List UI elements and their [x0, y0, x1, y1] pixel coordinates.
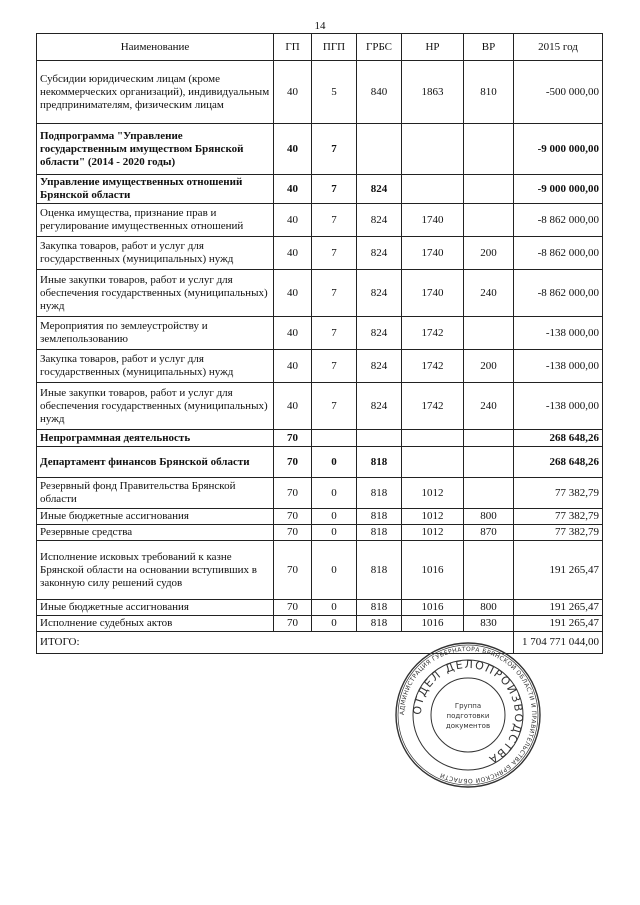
row-amount: -9 000 000,00 — [514, 124, 603, 175]
row-amount: -138 000,00 — [514, 350, 603, 383]
row-pgp: 7 — [312, 204, 357, 237]
row-vr: 240 — [464, 270, 514, 317]
row-vr: 810 — [464, 61, 514, 124]
row-nr: 1012 — [402, 525, 464, 541]
row-name: Резервный фонд Правительства Брянской области — [37, 478, 274, 509]
row-amount: -8 862 000,00 — [514, 270, 603, 317]
row-nr: 1016 — [402, 600, 464, 616]
row-vr: 800 — [464, 600, 514, 616]
stamp-inner-text: ОТДЕЛ ДЕЛОПРОИЗВОДСТВА — [410, 657, 526, 767]
col-header-nr: НР — [402, 34, 464, 61]
row-amount: -9 000 000,00 — [514, 175, 603, 204]
row-gp: 70 — [274, 509, 312, 525]
row-nr — [402, 124, 464, 175]
row-vr — [464, 317, 514, 350]
row-pgp: 0 — [312, 478, 357, 509]
row-gp: 40 — [274, 204, 312, 237]
row-gp: 40 — [274, 61, 312, 124]
row-grbs: 818 — [357, 447, 402, 478]
row-gp: 40 — [274, 270, 312, 317]
row-nr: 1016 — [402, 616, 464, 632]
table-header-row — [37, 34, 603, 61]
col-header-pgp: ПГП — [312, 34, 357, 61]
row-grbs: 824 — [357, 383, 402, 430]
row-nr: 1740 — [402, 270, 464, 317]
row-pgp: 7 — [312, 124, 357, 175]
row-name: Мероприятия по землеустройству и землепользованию — [37, 317, 274, 350]
table-row — [37, 175, 603, 204]
row-name: Иные закупки товаров, работ и услуг для обеспечения государственных (муниципальных) нужд — [37, 270, 274, 317]
row-amount: 191 265,47 — [514, 600, 603, 616]
col-header-vr: ВР — [464, 34, 514, 61]
row-nr: 1863 — [402, 61, 464, 124]
row-amount: -138 000,00 — [514, 317, 603, 350]
row-nr: 1016 — [402, 541, 464, 600]
row-amount: 191 265,47 — [514, 616, 603, 632]
row-amount: -500 000,00 — [514, 61, 603, 124]
row-pgp: 0 — [312, 541, 357, 600]
row-vr: 240 — [464, 383, 514, 430]
row-vr — [464, 124, 514, 175]
row-grbs: 818 — [357, 525, 402, 541]
row-gp: 70 — [274, 616, 312, 632]
row-nr: 1740 — [402, 237, 464, 270]
row-name: Подпрограмма "Управление государственным имуществом Брянской области" (2014 - 2020 годы) — [37, 124, 274, 175]
table-row — [37, 509, 603, 525]
row-pgp: 0 — [312, 447, 357, 478]
table-row — [37, 616, 603, 632]
row-name: Закупка товаров, работ и услуг для государственных (муниципальных) нужд — [37, 237, 274, 270]
row-amount: 268 648,26 — [514, 430, 603, 447]
row-pgp — [312, 430, 357, 447]
row-nr — [402, 430, 464, 447]
stamp-outer-text: АДМИНИСТРАЦИЯ ГУБЕРНАТОРА БРЯНСКОЙ ОБЛАСТИ И ПРАВИТЕЛЬСТВА БРЯНСКОЙ ОБЛАСТИ — [398, 645, 538, 785]
row-name: Иные бюджетные ассигнования — [37, 600, 274, 616]
row-grbs: 818 — [357, 541, 402, 600]
row-nr: 1742 — [402, 350, 464, 383]
row-name: Непрограммная деятельность — [37, 430, 274, 447]
row-amount: 191 265,47 — [514, 541, 603, 600]
col-header-gp: ГП — [274, 34, 312, 61]
row-grbs: 818 — [357, 478, 402, 509]
page-number: 14 — [314, 20, 326, 32]
stamp-center-line-2: подготовки — [446, 712, 490, 720]
row-vr — [464, 478, 514, 509]
row-nr: 1740 — [402, 204, 464, 237]
row-name: Иные бюджетные ассигнования — [37, 509, 274, 525]
stamp-center-line-1: Группа — [454, 702, 482, 710]
table-row — [37, 317, 603, 350]
row-pgp: 7 — [312, 383, 357, 430]
department-stamp — [393, 640, 543, 790]
total-label: ИТОГО: — [37, 632, 514, 654]
row-name: Управление имущественных отношений Брянской области — [37, 175, 274, 204]
row-gp: 40 — [274, 124, 312, 175]
row-grbs — [357, 124, 402, 175]
row-name: Резервные средства — [37, 525, 274, 541]
row-amount: -8 862 000,00 — [514, 237, 603, 270]
row-name: Иные закупки товаров, работ и услуг для обеспечения государственных (муниципальных) нужд — [37, 383, 274, 430]
table-row — [37, 270, 603, 317]
row-gp: 40 — [274, 350, 312, 383]
row-grbs — [357, 430, 402, 447]
row-vr: 200 — [464, 350, 514, 383]
table-row — [37, 541, 603, 600]
row-pgp: 7 — [312, 237, 357, 270]
row-amount: -138 000,00 — [514, 383, 603, 430]
row-pgp: 0 — [312, 616, 357, 632]
table-row — [37, 600, 603, 616]
row-amount: 77 382,79 — [514, 509, 603, 525]
row-gp: 70 — [274, 447, 312, 478]
row-nr: 1742 — [402, 383, 464, 430]
stamp-center-line-3: документов — [445, 722, 491, 730]
row-vr: 870 — [464, 525, 514, 541]
row-grbs: 840 — [357, 61, 402, 124]
row-pgp: 0 — [312, 525, 357, 541]
row-gp: 70 — [274, 600, 312, 616]
table-row — [37, 124, 603, 175]
row-grbs: 824 — [357, 317, 402, 350]
row-amount: -8 862 000,00 — [514, 204, 603, 237]
row-grbs: 824 — [357, 175, 402, 204]
row-gp: 40 — [274, 237, 312, 270]
table-row — [37, 204, 603, 237]
row-vr: 830 — [464, 616, 514, 632]
table-row — [37, 61, 603, 124]
row-nr — [402, 175, 464, 204]
row-gp: 70 — [274, 541, 312, 600]
row-vr: 200 — [464, 237, 514, 270]
table-row — [37, 430, 603, 447]
row-gp: 70 — [274, 478, 312, 509]
row-nr: 1012 — [402, 478, 464, 509]
row-gp: 40 — [274, 383, 312, 430]
col-header-year: 2015 год — [514, 34, 603, 61]
row-nr: 1012 — [402, 509, 464, 525]
table-row — [37, 447, 603, 478]
row-grbs: 818 — [357, 600, 402, 616]
row-gp: 40 — [274, 175, 312, 204]
row-name: Субсидии юридическим лицам (кроме некоммерческих организаций), индивидуальным предпринимателям, физическим лицам — [37, 61, 274, 124]
row-vr — [464, 447, 514, 478]
row-amount: 77 382,79 — [514, 478, 603, 509]
table-row — [37, 478, 603, 509]
row-name: Исполнение судебных актов — [37, 616, 274, 632]
row-gp: 70 — [274, 430, 312, 447]
total-amount: 1 704 771 044,00 — [514, 632, 603, 654]
row-amount: 268 648,26 — [514, 447, 603, 478]
row-vr — [464, 430, 514, 447]
row-grbs: 824 — [357, 237, 402, 270]
row-pgp: 7 — [312, 175, 357, 204]
budget-table — [36, 33, 603, 654]
row-pgp: 0 — [312, 600, 357, 616]
col-header-name: Наименование — [37, 34, 274, 61]
row-amount: 77 382,79 — [514, 525, 603, 541]
row-grbs: 818 — [357, 509, 402, 525]
col-header-grbs: ГРБС — [357, 34, 402, 61]
table-row — [37, 350, 603, 383]
row-pgp: 7 — [312, 317, 357, 350]
row-gp: 70 — [274, 525, 312, 541]
row-name: Оценка имущества, признание прав и регулирование имущественных отношений — [37, 204, 274, 237]
row-grbs: 824 — [357, 270, 402, 317]
row-vr — [464, 204, 514, 237]
row-pgp: 7 — [312, 270, 357, 317]
row-name: Департамент финансов Брянской области — [37, 447, 274, 478]
row-grbs: 824 — [357, 204, 402, 237]
row-pgp: 0 — [312, 509, 357, 525]
table-row — [37, 237, 603, 270]
row-vr: 800 — [464, 509, 514, 525]
row-vr — [464, 541, 514, 600]
row-grbs: 824 — [357, 350, 402, 383]
row-grbs: 818 — [357, 616, 402, 632]
row-gp: 40 — [274, 317, 312, 350]
table-row — [37, 525, 603, 541]
row-vr — [464, 175, 514, 204]
row-nr: 1742 — [402, 317, 464, 350]
row-pgp: 7 — [312, 350, 357, 383]
table-row — [37, 383, 603, 430]
row-name: Закупка товаров, работ и услуг для государственных (муниципальных) нужд — [37, 350, 274, 383]
row-nr — [402, 447, 464, 478]
row-name: Исполнение исковых требований к казне Брянской области на основании вступивших в законную силу решений судов — [37, 541, 274, 600]
row-pgp: 5 — [312, 61, 357, 124]
